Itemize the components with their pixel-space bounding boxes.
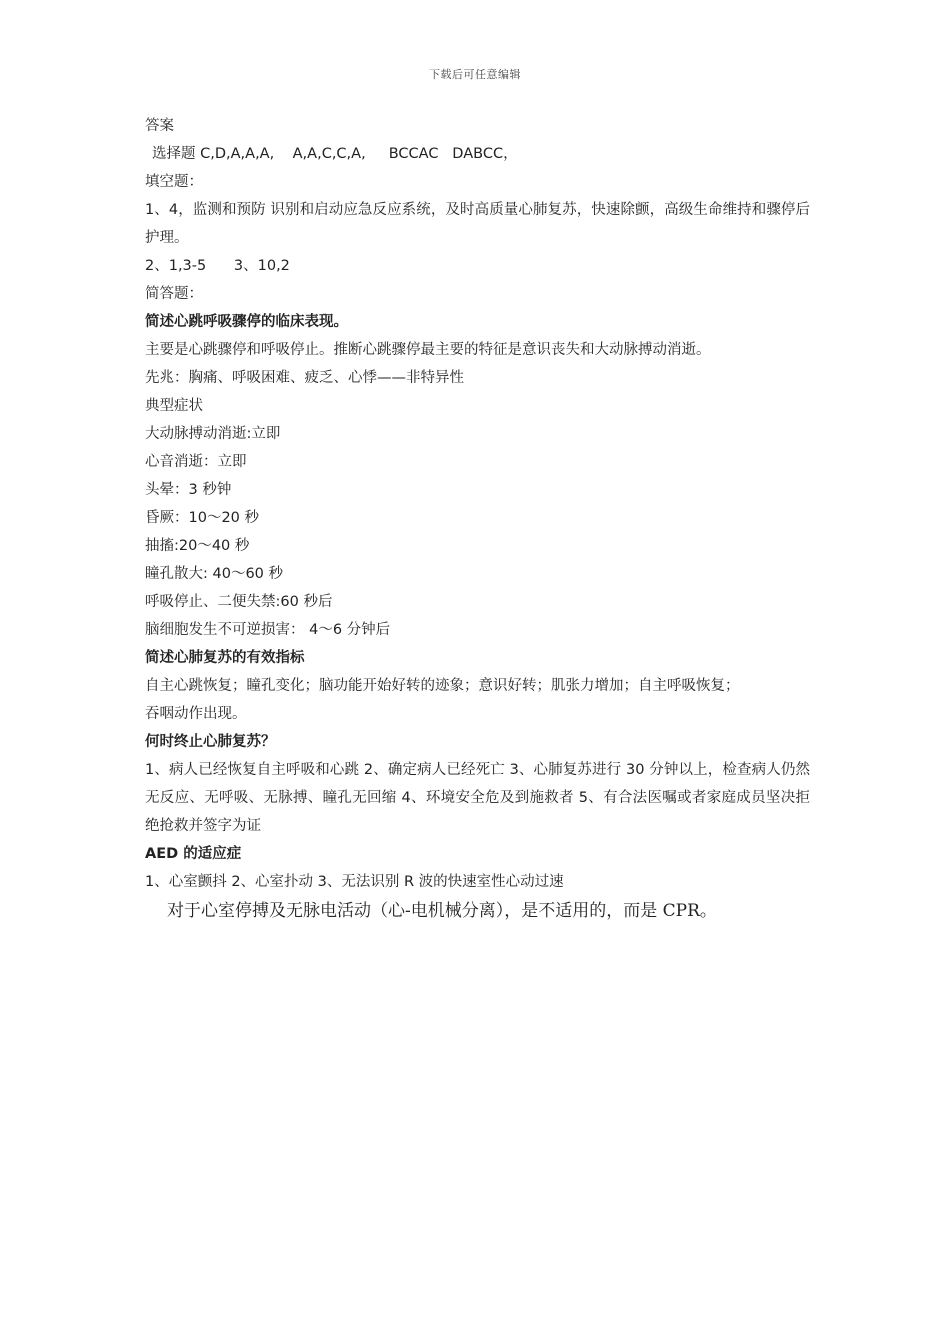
q1-prodrome: 先兆：胸痛、呼吸困难、疲乏、心悸——非特异性 bbox=[145, 370, 464, 386]
symptom-item: 呼吸停止、二便失禁:60 秒后 bbox=[145, 594, 333, 610]
document-body bbox=[145, 112, 810, 926]
symptom-item: 头晕：3 秒钟 bbox=[145, 482, 232, 498]
symptom-item: 抽搐:20～40 秒 bbox=[145, 538, 250, 554]
symptom-item: 脑细胞发生不可逆损害： 4～6 分钟后 bbox=[145, 622, 391, 638]
symptom-item: 昏厥：10～20 秒 bbox=[145, 510, 260, 526]
symptom-item: 瞳孔散大: 40～60 秒 bbox=[145, 566, 284, 582]
q2-heading: 简述心肺复苏的有效指标 bbox=[145, 650, 305, 666]
q4-heading: AED 的适应症 bbox=[145, 846, 242, 862]
choice-answers: 选择题 C,D,A,A,A, A,A,C,C,A, BCCAC DABCC， bbox=[152, 146, 518, 162]
fill-answer-2: 2、1,3-5 3、10,2 bbox=[145, 258, 290, 274]
fill-title: 填空题： bbox=[145, 174, 203, 190]
q4-text: 1、心室颤抖 2、心室扑动 3、无法识别 R 波的快速室性心动过速 bbox=[145, 874, 564, 890]
q3-heading: 何时终止心肺复苏？ bbox=[145, 734, 276, 750]
page-header-note: 下载后可任意编辑 bbox=[429, 68, 521, 81]
q2-text-2: 吞咽动作出现。 bbox=[145, 706, 247, 722]
q1-intro: 主要是心跳骤停和呼吸停止。推断心跳骤停最主要的特征是意识丧失和大动脉搏动消逝。 bbox=[145, 342, 711, 358]
fill-answer-1: 1、4，监测和预防 识别和启动应急反应系统，及时高质量心肺复苏，快速除颤，高级生命维持和骤停后护理。 bbox=[145, 202, 810, 246]
q1-typical-title: 典型症状 bbox=[145, 398, 203, 414]
short-answer-title: 简答题： bbox=[145, 286, 203, 302]
symptom-item: 大动脉搏动消逝:立即 bbox=[145, 426, 281, 442]
answers-title: 答案 bbox=[145, 118, 174, 134]
symptom-item: 心音消逝：立即 bbox=[145, 454, 247, 470]
q3-text: 1、病人已经恢复自主呼吸和心跳 2、确定病人已经死亡 3、心肺复苏进行 30 分钟以上，检查病人仍然无反应、无呼吸、无脉搏、瞳孔无回缩 4、环境安全危及到施救者 5、有合法医嘱或者家庭成员坚决拒绝抢救并签字为证 bbox=[145, 762, 810, 834]
q1-heading: 简述心跳呼吸骤停的临床表现。 bbox=[145, 314, 348, 330]
q2-text-1: 自主心跳恢复；瞳孔变化；脑功能开始好转的迹象；意识好转；肌张力增加；自主呼吸恢复； bbox=[145, 678, 740, 694]
q4-note: 对于心室停搏及无脉电活动（心-电机械分离），是不适用的，而是 CPR。 bbox=[167, 901, 717, 921]
